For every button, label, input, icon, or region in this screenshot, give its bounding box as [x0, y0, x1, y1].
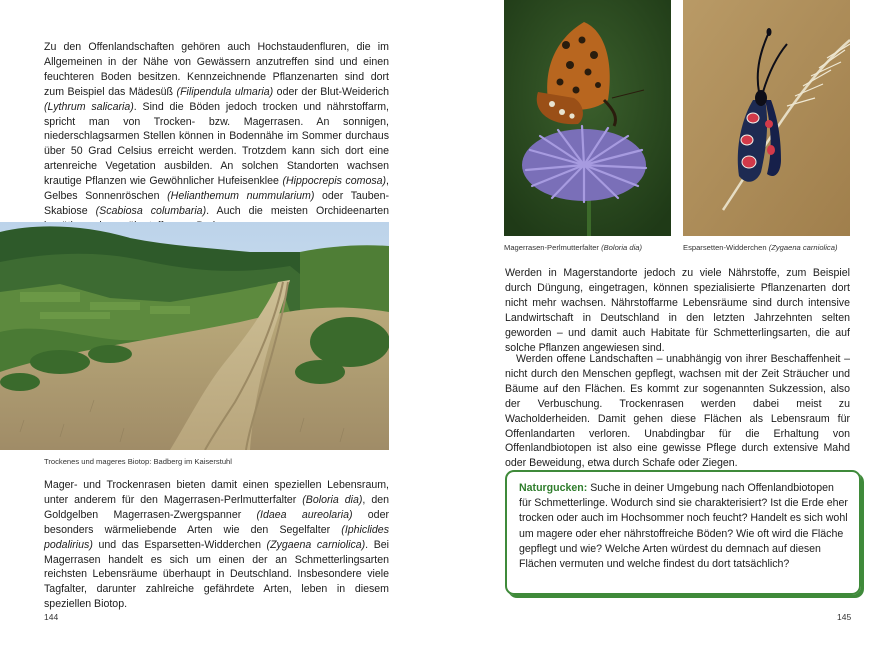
caption-boloria: Magerrasen-Perlmutterfalter (Boloria dia)	[504, 243, 643, 252]
right-paragraph-1: Werden in Magerstandorte jedoch zu viele Nährstoffe, zum Beispiel durch Düngung, eingetragen, können spezialisierte Pflanzenarten dort nicht mehr wachsen. Nährstoffarme Lebensräume sind durch intensive Landwirtschaft in Deutschland in den letzten Jahrzehnten selten geworden – und damit auch Habitate für Schmetterlingsarten, die auf solche Pflanzen angewiesen sind.	[505, 267, 850, 354]
left-paragraph-2: Mager- und Trockenrasen bieten damit einen speziellen Lebensraum, unter anderem für den Magerrasen-Perlmutterfalter (Boloria dia), den Goldgelben Magerrasen-Zwergspanner (Idaea aureolaria) oder besonders wärmeliebende Arten wie den Segelfalter (Iphiclides podalirius) und das Esparsetten-Widderchen (Zygaena carniolica). Bei Magerrasen handelt es sich um einen der an Schmetterlingsarten reichsten Lebensräume überhaupt in Deutschland. Insbesondere viele Tagfalter, darunter zahlreiche gefährdete Arten, leben in diesem speziellen Biotop.	[44, 479, 390, 611]
landscape-photo	[0, 222, 389, 450]
naturgucken-box	[505, 470, 861, 595]
left-paragraph-1: Zu den Offenlandschaften gehören auch Hochstaudenfluren, die im Allgemeinen in der Nähe von Gewässern anzutreffen sind und einen feuchteren Boden besitzen. Kennzeichnende Pflanzenarten sind dort zum Beispiel das Mädesüß (Filipendula ulmaria) oder der Blut-Weiderich (Lythrum salicaria). Sind die Böden jedoch trocken und nährstoffarm, spricht man von Trocken- bzw. Magerrasen. An sonnigen, niederschlagsarmen Stellen können in Bodennähe im Sommer durchaus über 50 Grad Celsius erreicht werden. Trotzdem kann sich dort eine artenreiche Vegetation ausbilden. An solchen Standorten wachsen krautige Pflanzen wie Gewöhnlicher Hufeisenklee (Hippocrepis comosa), Gelbes Sonnenröschen (Helianthemum nummularium) oder Tauben-Skabiose (Scabiosa columbaria). Auch die meisten Orchideenarten	[44, 41, 390, 217]
page-number-left: 144	[44, 612, 59, 622]
landscape-caption: Trockenes und mageres Biotop: Badberg im Kaiserstuhl	[44, 457, 232, 466]
page-number-right: 145	[837, 612, 852, 622]
right-paragraph-2: Werden offene Landschaften – unabhängig von ihrer Beschaffenheit – nicht durch den Menschen gepflegt, wachsen mit der Zeit Sträucher und Bäume auf den Flächen. Es kommt zur sogenannten Sukzession, also der Verbuschung. Trockenrasen werden dabei meist zu Wacholderheiden. Damit gehen diese Flächen als Lebensraum für Offenlandarten verloren. Unabdingbar für die Erhaltung von Offenlandbiotopen ist also eine gewisse Pflege durch extensive Mahd oder Beweidung, etwa durch Schafe oder Ziegen.	[505, 353, 850, 470]
caption-zygaena: Esparsetten-Widderchen (Zygaena carniolica)	[683, 243, 838, 252]
tip-label: Naturgucken:	[519, 482, 588, 494]
tip-text: Suche in deiner Umgebung nach Offenlandbiotopen für Schmetterlinge. Wodurch sind sie charakterisiert? Ist die Erde eher trocken oder auch im Hochsommer noch feucht? Handelt es sich wohl um magere oder eher nährstoffreiche Böden? Wie oft wird die Fläche gepflegt und wie? Welche Arten würdest du demnach auf diesen Flächen vermuten und welche findest du dort tatsächlich?	[519, 482, 848, 571]
butterfly-photo-boloria	[504, 0, 671, 236]
moth-photo-zygaena	[683, 0, 850, 236]
